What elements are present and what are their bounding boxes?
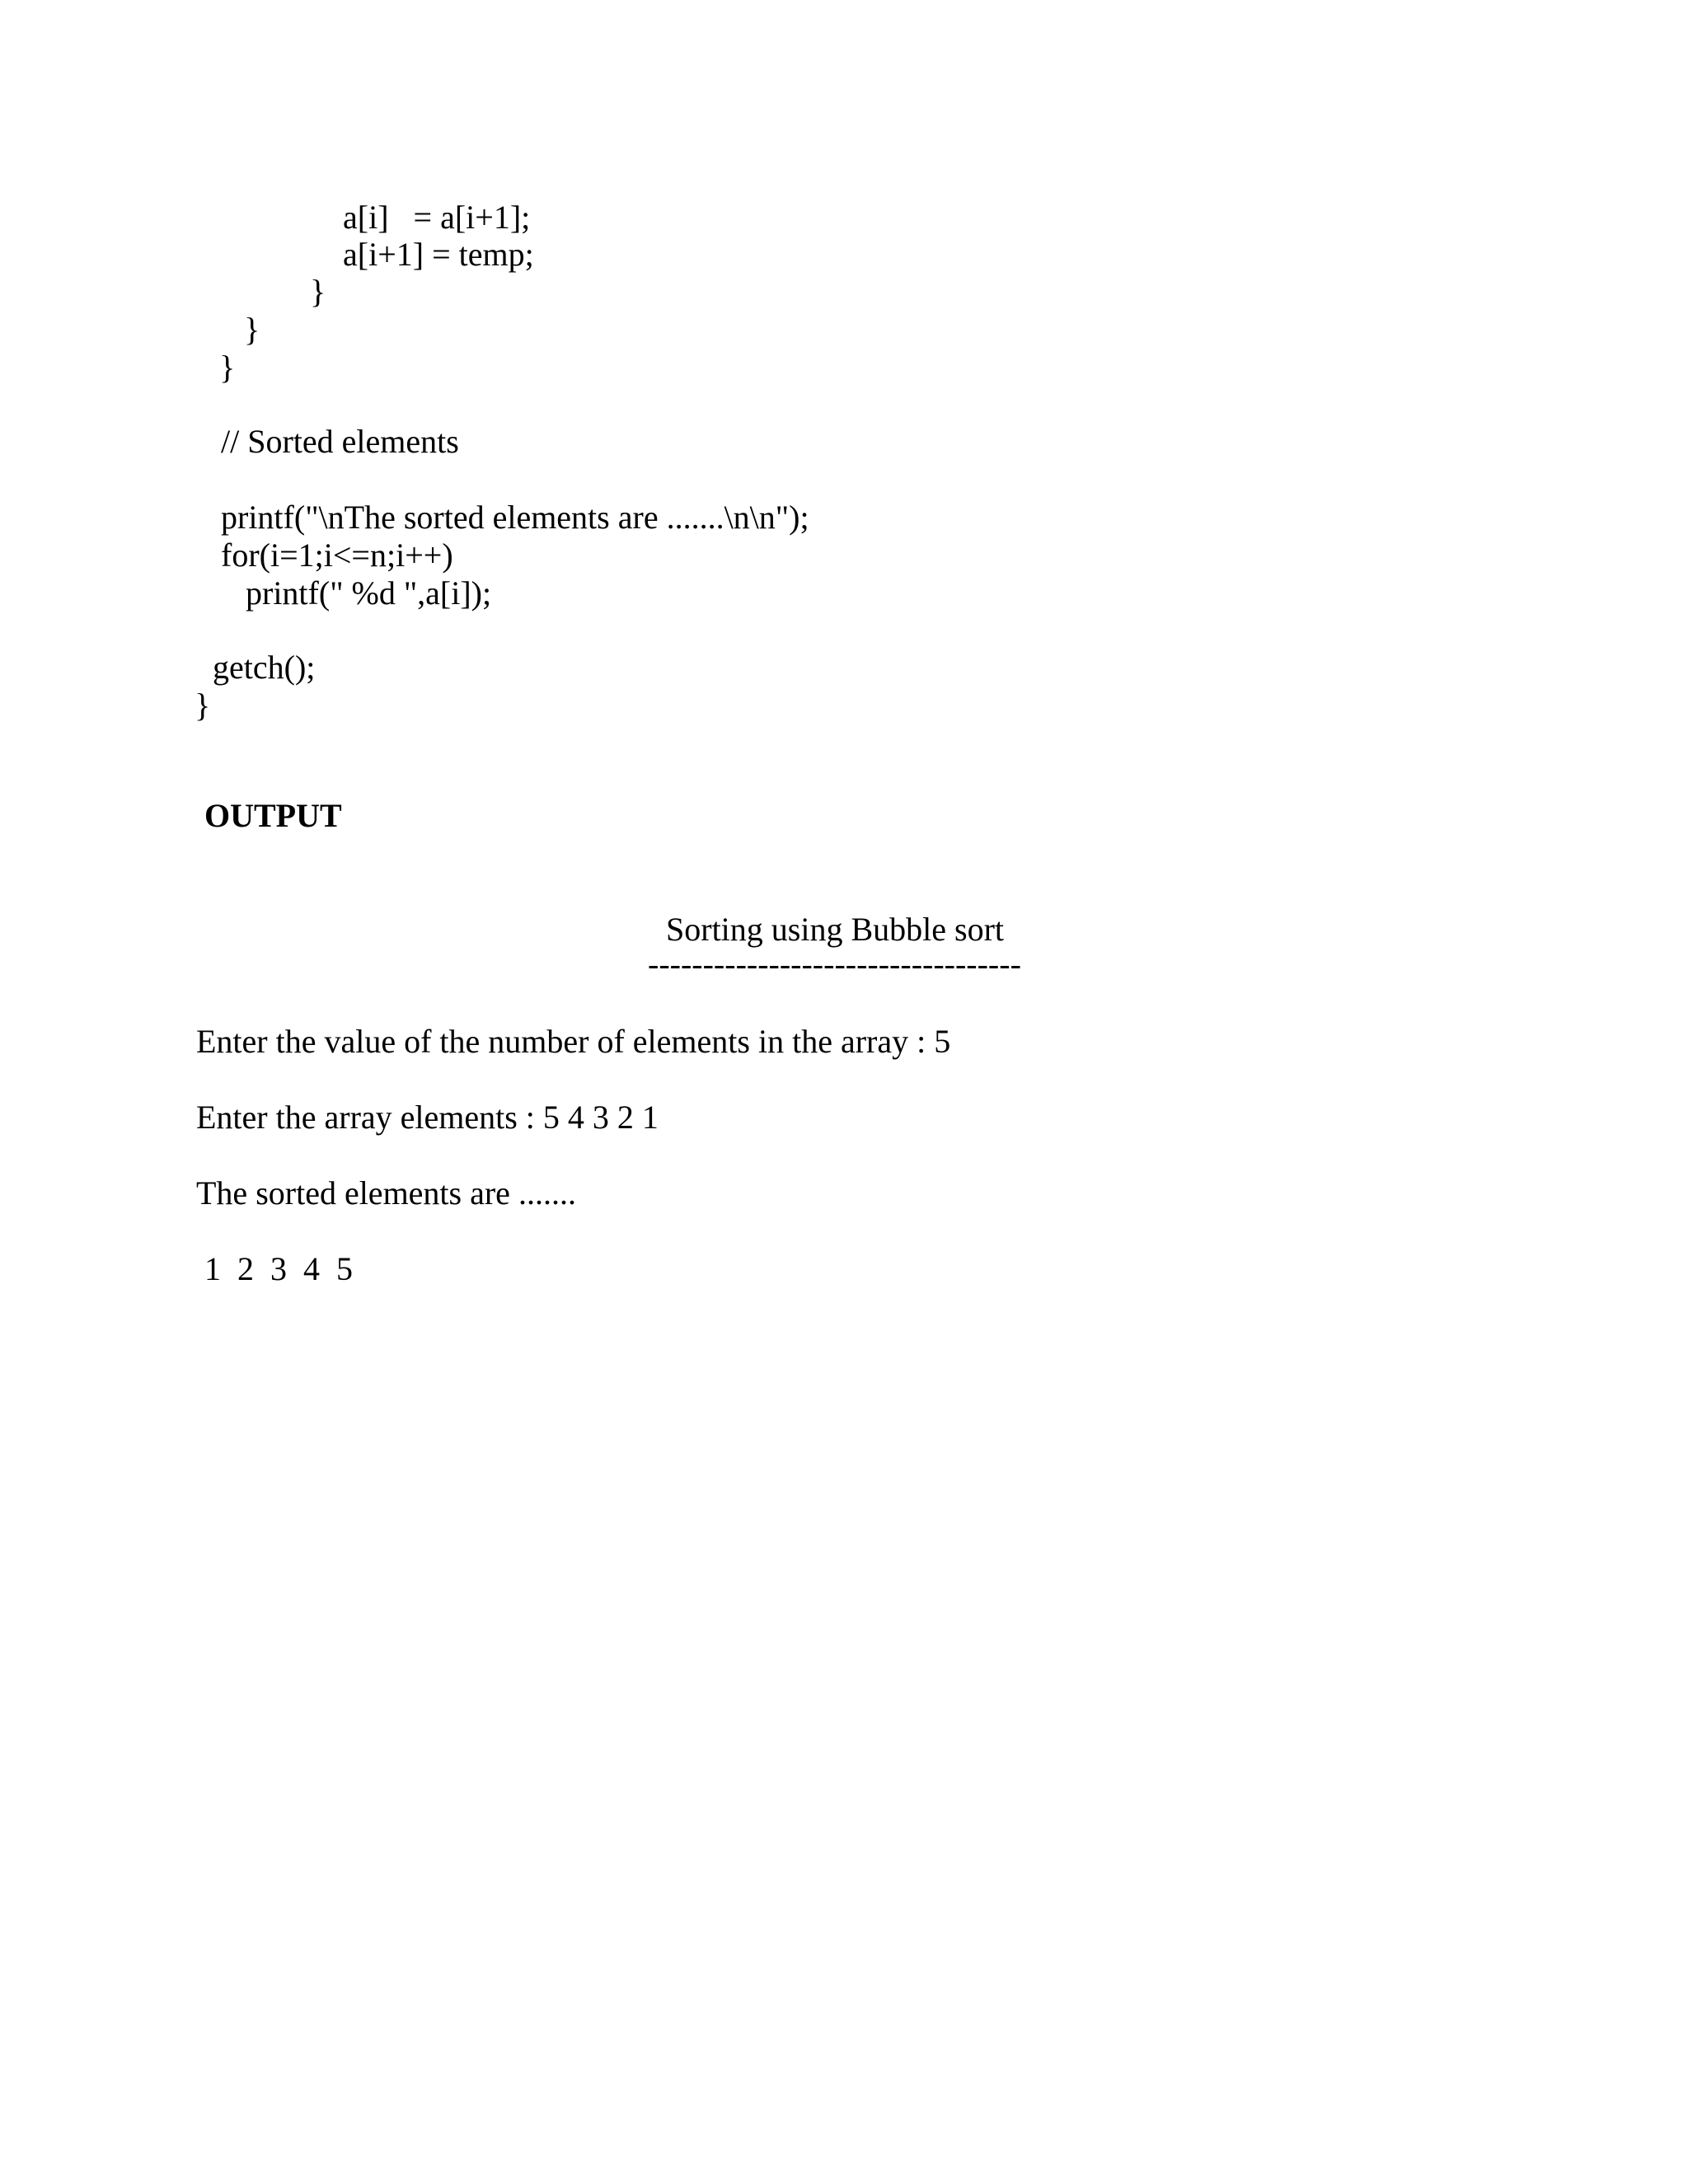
output-heading: OUTPUT [204,797,342,834]
code-closing-brace: } [195,687,211,724]
code-brace-outer: } [219,349,236,386]
code-brace-middle: } [244,311,260,348]
code-line-assign-ai: a[i] = a[i+1]; [343,199,531,236]
code-for-loop: for(i=1;i<=n;i++) [221,537,453,574]
code-printf-item: printf(" %d ",a[i]); [246,574,492,612]
code-getch: getch(); [213,649,316,686]
output-result-label: The sorted elements are ....... [196,1174,576,1212]
output-prompt-elements: Enter the array elements : 5 4 3 2 1 [196,1099,659,1136]
output-prompt-count: Enter the value of the number of elements in the array : 5 [196,1023,951,1060]
output-result-values: 1 2 3 4 5 [204,1250,353,1287]
code-comment-sorted: // Sorted elements [221,423,459,460]
code-line-assign-ai1: a[i+1] = temp; [343,236,534,273]
output-title-underline: ---------------------------------- [648,945,1021,982]
code-printf-header: printf("\nThe sorted elements are .......\n\n"); [221,499,809,536]
code-brace-inner: } [310,273,326,310]
output-title: Sorting using Bubble sort [666,911,1005,948]
